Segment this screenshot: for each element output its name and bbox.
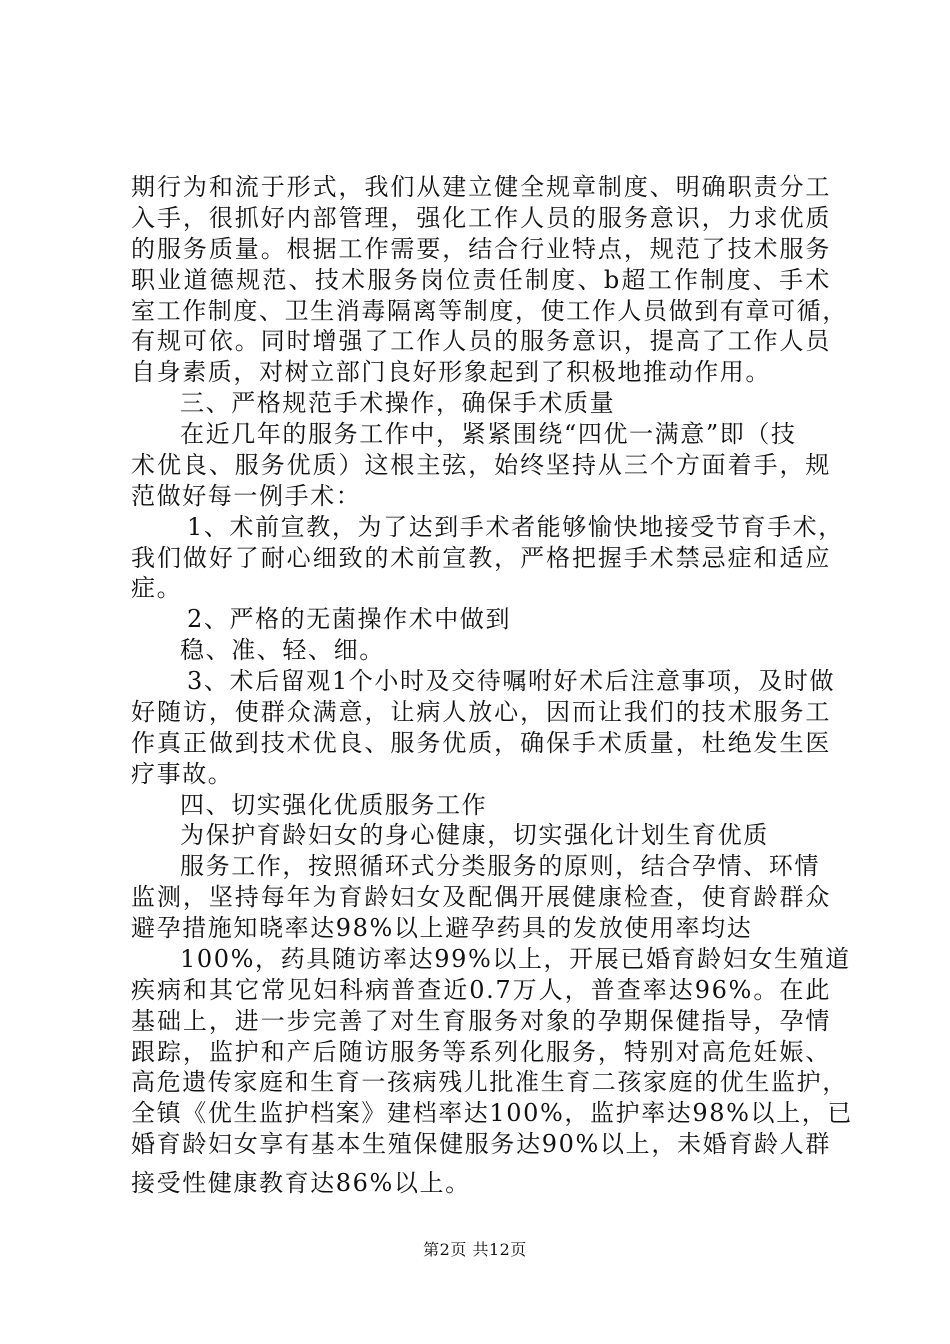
section-heading: 三、严格规范手术操作，确保手术质量: [180, 389, 616, 417]
list-item: 3、术后留观1个小时及交待嘱咐好术后注意事项，及时做: [187, 667, 836, 695]
text-line: 症。: [131, 574, 183, 602]
text-line: 我们做好了耐心细致的术前宣教，严格把握手术禁忌症和适应: [131, 544, 831, 572]
page-number: 第2页 共12页: [423, 1240, 527, 1259]
list-item: 2、严格的无菌操作术中做到: [187, 605, 512, 633]
text-line: 跟踪，监护和产后随访服务等系列化服务，特别对高危妊娠、: [131, 1038, 831, 1066]
list-item: 1、术前宣教，为了达到手术者能够愉快地接受节育手术，: [187, 513, 844, 541]
text-line: 接受性健康教育达86%以上。: [131, 1169, 471, 1197]
text-line: 术优良、服务优质）这根主弦，始终坚持从三个方面着手，规: [131, 451, 831, 479]
section-heading: 四、切实强化优质服务工作: [180, 791, 488, 819]
text-line: 疗事故。: [131, 760, 234, 788]
text-line: 为保护育龄妇女的身心健康，切实强化计划生育优质: [180, 821, 769, 849]
text-line: 全镇《优生监护档案》建档率达100%，监护率达98%以上，已: [131, 1099, 853, 1127]
text-line: 服务工作，按照循环式分类服务的原则，结合孕情、环情: [180, 852, 820, 880]
text-line: 监测，坚持每年为育龄妇女及配偶开展健康检查，使育龄群众: [131, 883, 831, 911]
text-line: 的服务质量。根据工作需要，结合行业特点，规范了技术服务: [131, 235, 831, 263]
text-line: 在近几年的服务工作中，紧紧围绕“四优一满意”即（技: [180, 420, 797, 448]
text-line: 100%，药具随访率达99%以上，开展已婚育龄妇女生殖道: [180, 945, 851, 973]
text-line: 期行为和流于形式，我们从建立健全规章制度、明确职责分工: [131, 173, 831, 201]
text-line: 范做好每一例手术：: [131, 482, 362, 510]
text-line: 作真正做到技术优良、服务优质，确保手术质量，杜绝发生医: [131, 729, 831, 757]
text-line: 有规可依。同时增强了工作人员的服务意识，提高了工作人员: [131, 327, 831, 355]
text-line: 职业道德规范、技术服务岗位责任制度、b超工作制度、手术: [131, 266, 831, 294]
text-line: 好随访，使群众满意，让病人放心，因而让我们的技术服务工: [131, 698, 831, 726]
text-line: 稳、准、轻、细。: [180, 636, 385, 664]
text-line: 自身素质，对树立部门良好形象起到了积极地推动作用。: [131, 358, 771, 386]
text-line: 婚育龄妇女享有基本生殖保健服务达90%以上，未婚育龄人群: [131, 1130, 831, 1158]
text-line: 高危遗传家庭和生育一孩病残儿批准生育二孩家庭的优生监护，: [131, 1068, 848, 1096]
text-line: 疾病和其它常见妇科病普查近0.7万人，普查率达96%。在此: [131, 976, 831, 1004]
text-line: 室工作制度、卫生消毒隔离等制度，使工作人员做到有章可循，: [131, 297, 848, 325]
text-line: 避孕措施知晓率达98%以上避孕药具的发放使用率均达: [131, 914, 753, 942]
text-line: 基础上，进一步完善了对生育服务对象的孕期保健指导，孕情: [131, 1007, 831, 1035]
text-line: 入手，很抓好内部管理，强化工作人员的服务意识，力求优质: [131, 204, 831, 232]
